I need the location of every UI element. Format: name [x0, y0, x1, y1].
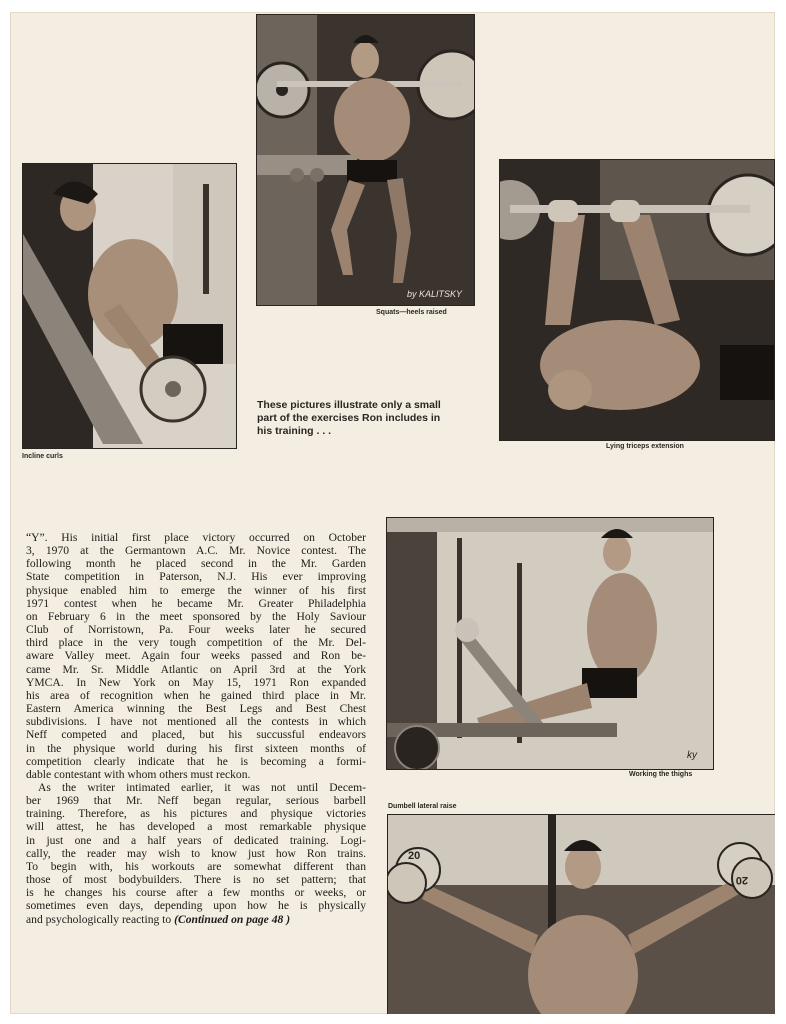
article-line: To begin with, his workouts are somewhat different than	[26, 859, 366, 873]
intro-line: part of the exercises Ron includes in	[257, 412, 441, 424]
svg-text:ky: ky	[687, 750, 697, 761]
photo-dumbbell-lateral-art	[388, 815, 775, 1014]
photo-dumbbell-lateral	[387, 814, 775, 1014]
article-paragraph-2	[26, 781, 366, 926]
photo-squats-art	[257, 15, 474, 305]
article-line: those of most bodybuilders. There is no set pattern; that	[26, 873, 366, 887]
article-line: competition clearly indicate that he is becoming a formi-	[26, 754, 366, 768]
article-body	[26, 531, 366, 926]
caption-incline-curls: Incline curls	[22, 453, 63, 460]
article-line: in the physique world during his first sixteen months of	[26, 741, 366, 755]
photo-lying-triceps-art	[500, 160, 774, 440]
article-line: sometimes even days, depending upon how he is physically	[26, 899, 366, 913]
caption-dumbbell-lateral: Dumbell lateral raise	[388, 803, 457, 810]
article-last-line	[26, 913, 366, 926]
dumbbell-plate-label-right: 20	[735, 874, 748, 886]
article-line: training. Therefore, as his pictures and physique victories	[26, 807, 366, 821]
article-line: Club of Norristown, Pa. Four weeks later he secured	[26, 623, 366, 637]
article-line: will attest, he has developed a most remarkable physique	[26, 820, 366, 834]
article-line: As the writer intimated earlier, it was not until Decem-	[38, 780, 366, 794]
intro-text	[257, 399, 487, 438]
photo-incline-curls	[22, 163, 237, 449]
article-line: subdivisions. I have not mentioned all the contests in which	[26, 715, 366, 729]
caption-squats: Squats—heels raised	[376, 309, 447, 316]
article-line: in just one and a half years of dedicated training. Logi-	[26, 833, 366, 847]
magazine-page	[10, 12, 775, 1014]
article-line: Neff competed and placed, but his succussful endeavors	[26, 728, 366, 742]
caption-lying-triceps: Lying triceps extension	[606, 443, 684, 450]
intro-line: These pictures illustrate only a small	[257, 399, 441, 411]
article-line: YMCA. In New York on May 15, 1971 Ron expanded	[26, 675, 366, 689]
caption-working-thighs: Working the thighs	[629, 771, 693, 778]
article-line: on February 6 in the meet sponsored by the Holy Saviour	[26, 609, 366, 623]
continued-on-page: (Continued on page 48 )	[174, 912, 291, 926]
article-line: cally, the reader may wish to know just how Ron trains.	[26, 846, 366, 860]
article-line: third place in the very tough competition of the Mr. Del-	[26, 636, 366, 650]
article-line: physique enabled him to emerge the winner of his first	[26, 583, 366, 597]
photo-signature: by KALITSKY	[407, 289, 463, 299]
article-line: and psychologically reacting to	[26, 912, 172, 926]
article-line: “Y”. His initial first place victory occurred on October	[26, 531, 366, 544]
article-line: came Mr. Sr. Middle Atlantic on April 3rd at the York	[26, 662, 366, 676]
intro-line: his training . . .	[257, 425, 332, 437]
article-line: aware Valley meet. Again four weeks passed and Ron be-	[26, 649, 366, 663]
photo-squats	[256, 14, 475, 306]
article-paragraph-1	[26, 531, 366, 781]
photo-working-thighs-art	[387, 518, 713, 769]
photo-lying-triceps	[499, 159, 775, 441]
photo-incline-curls-art	[23, 164, 236, 448]
article-line: State competition in Paterson, N.J. His ever improving	[26, 570, 366, 584]
article-line: following month he placed second in the Mr. Garden	[26, 557, 366, 571]
article-line: 3, 1970 at the Germantown A.C. Mr. Novice contest. The	[26, 544, 366, 558]
article-line: 1971 contest when he became Mr. Greater Philadelphia	[26, 596, 366, 610]
article-line: is he changes his course after a few months or weeks, or	[26, 886, 366, 900]
photo-working-thighs	[386, 517, 714, 770]
article-line: his area of recognition when he gained third place in Mr.	[26, 688, 366, 702]
article-line: dable contestant with whom others must reckon.	[26, 767, 251, 781]
article-line: Eastern America winning the Best Legs and Best Chest	[26, 702, 366, 716]
dumbbell-plate-label-left: 20	[408, 850, 421, 862]
article-line: ber 1969 that Mr. Neff began regular, serious barbell	[26, 794, 366, 808]
